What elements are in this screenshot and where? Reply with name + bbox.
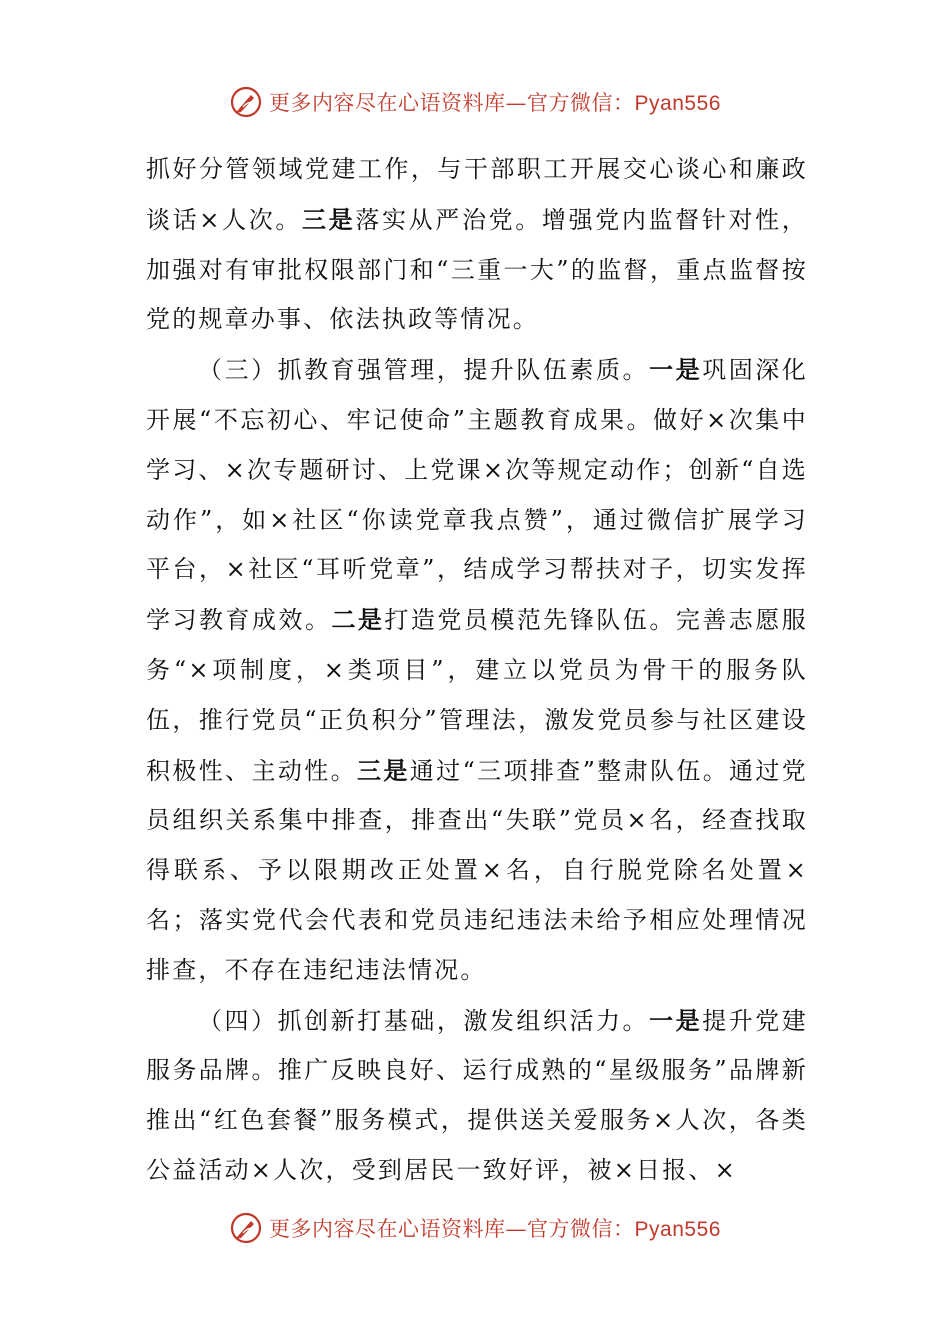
paragraph-continuation (146, 145, 808, 345)
keyword-marker: 三是 (356, 755, 410, 785)
document-body (146, 145, 808, 1196)
paragraph-text: （三）抓教育强管理，提升队伍素质。 (198, 356, 650, 385)
banner-contact-id: Pyan556 (634, 92, 721, 115)
paragraph-text: 通过“三项排查”整肃队伍。通过党员组织关系集中排查，排查出“失联”党员×名，经查找取得联系、予以限期改正处置×名，自行脱党除名处置×名；落实党代会代表和党员违纪违法未给予相应处理情况排查，不存在违纪违法情况。 (146, 756, 808, 984)
paragraph-text: 打造党员模范先锋队伍。完善志愿服务“×项制度，×类项目”，建立以党员为骨干的服务队伍，推行党员“正负积分”管理法，激发党员参与社区建设积极性、主动性。 (146, 606, 808, 785)
keyword-marker: 一是 (649, 355, 703, 385)
paragraph-text: （四）抓创新打基础，激发组织活力。 (198, 1006, 650, 1035)
banner-dash: — (505, 91, 528, 115)
banner-contact-label: 官方微信： (527, 1217, 635, 1241)
header-banner (0, 80, 950, 124)
keyword-marker: 三是 (302, 204, 356, 234)
paragraph-section-4 (146, 996, 808, 1196)
paragraph-text: 提升党建服务品牌。推广反映良好、运行成熟的“星级服务”品牌新推出“红色套餐”服务模式，提供送关爱服务×人次，各类公益活动×人次，受到居民一致好评，被×日报、× (146, 1006, 808, 1184)
banner-dash: — (505, 1217, 528, 1241)
banner-contact-id: Pyan556 (634, 1218, 721, 1241)
paragraph-text: 落实从严治党。增强党内监督针对性，加强对有审批权限部门和“三重一大”的监督，重点监督按党的规章办事、依法执政等情况。 (146, 205, 808, 334)
banner-site-text: 更多内容尽在心语资料库 (269, 91, 506, 115)
keyword-marker: 二是 (331, 605, 385, 635)
banner-site-text: 更多内容尽在心语资料库 (269, 1217, 506, 1241)
pen-logo-icon (229, 1211, 263, 1245)
paragraph-text: 巩固深化开展“不忘初心、牢记使命”主题教育成果。做好×次集中学习、×次专题研讨、上党课×次等规定动作；创新“自选动作”，如×社区“你读党章我点赞”，通过微信扩展学习平台，×社区“耳听党章”，结成学习帮扶对子，切实发挥学习教育成效。 (146, 356, 808, 635)
footer-banner (0, 1206, 950, 1250)
keyword-marker: 一是 (649, 1005, 703, 1035)
paragraph-text: 抓好分管领域党建工作，与干部职工开展交心谈心和廉政谈话×人次。 (146, 155, 808, 234)
paragraph-section-3 (146, 345, 808, 995)
pen-logo-icon (229, 85, 263, 119)
banner-text (269, 87, 721, 117)
banner-text (269, 1213, 721, 1243)
banner-contact-label: 官方微信： (527, 91, 635, 115)
